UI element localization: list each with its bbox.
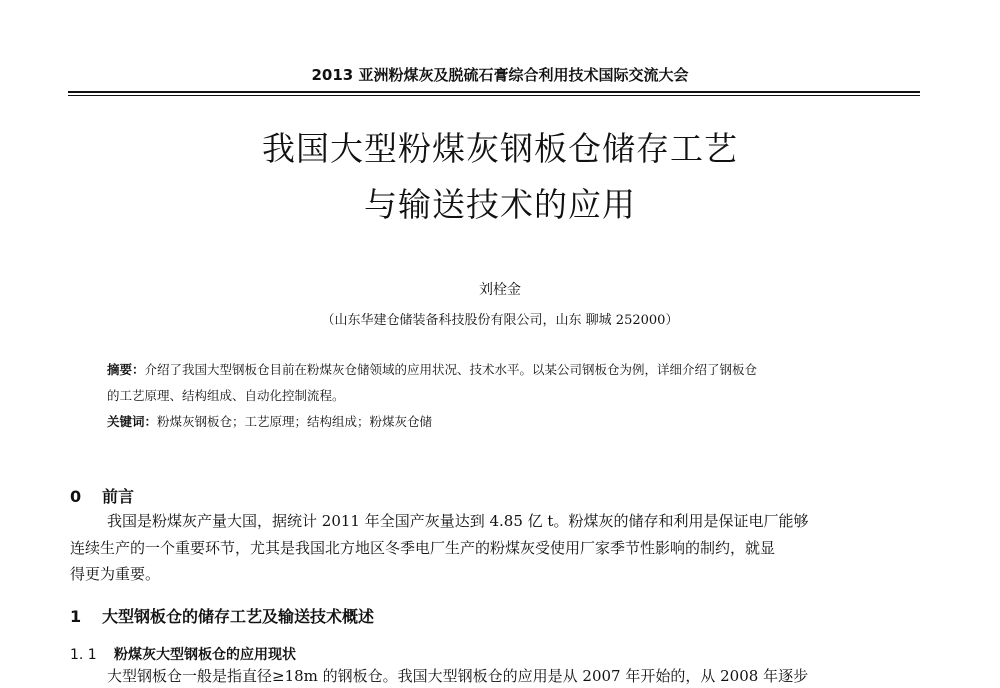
header-rule-thin [68, 95, 920, 96]
abstract-label: 摘要： [107, 362, 145, 377]
abstract-text-1: 介绍了我国大型钢板仓目前在粉煤灰仓储领域的应用状况、技术水平。以某公司钢板仓为例，详细介绍了钢板仓 [144, 362, 758, 377]
keywords-text: 粉煤灰钢板仓；工艺原理；结构组成；粉煤灰仓储 [157, 414, 433, 429]
section-0-line1: 我国是粉煤灰产量大国，据统计 2011 年全国产灰量达到 4.85 亿 t。粉煤灰的储存和利用是保证电厂能够 [107, 512, 809, 530]
section-0-number: 0 [70, 487, 82, 506]
section-0-line3: 得更为重要。 [70, 565, 161, 583]
author: 刘栓金 [479, 282, 521, 298]
keywords-line [107, 413, 920, 431]
keywords-label: 关键词： [107, 414, 158, 429]
running-header: 2013 亚洲粉煤灰及脱硫石膏综合利用技术国际交流大会 [311, 66, 689, 84]
section-1-heading [70, 604, 374, 627]
section-1-title: 大型钢板仓的储存工艺及输送技术概述 [102, 607, 375, 626]
section-1-1-title: 粉煤灰大型钢板仓的应用现状 [114, 647, 296, 663]
abstract-line2: 的工艺原理、结构组成、自动化控制流程。 [107, 388, 345, 403]
section-1-1-line1: 大型钢板仓一般是指直径≥18m 的钢板仓。我国大型钢板仓的应用是从 2007 年开始的，从 2008 年逐步 [107, 667, 809, 685]
section-1-number: 1 [70, 607, 82, 626]
paper-title-line2: 与输送技术的应用 [364, 185, 636, 224]
affiliation: （山东华建仓储装备科技股份有限公司，山东 聊城 252000） [321, 313, 679, 328]
section-1-1-number: 1. 1 [70, 647, 97, 663]
paper-title-line1: 我国大型粉煤灰钢板仓储存工艺 [262, 129, 738, 168]
abstract-line1 [107, 361, 920, 379]
section-1-1-heading [70, 644, 296, 664]
header-rule-thick [68, 91, 920, 93]
section-0-title: 前言 [102, 487, 135, 506]
section-0-line2: 连续生产的一个重要环节，尤其是我国北方地区冬季电厂生产的粉煤灰受使用厂家季节性影响的制约，就显 [70, 539, 776, 557]
section-0-heading [70, 484, 134, 507]
